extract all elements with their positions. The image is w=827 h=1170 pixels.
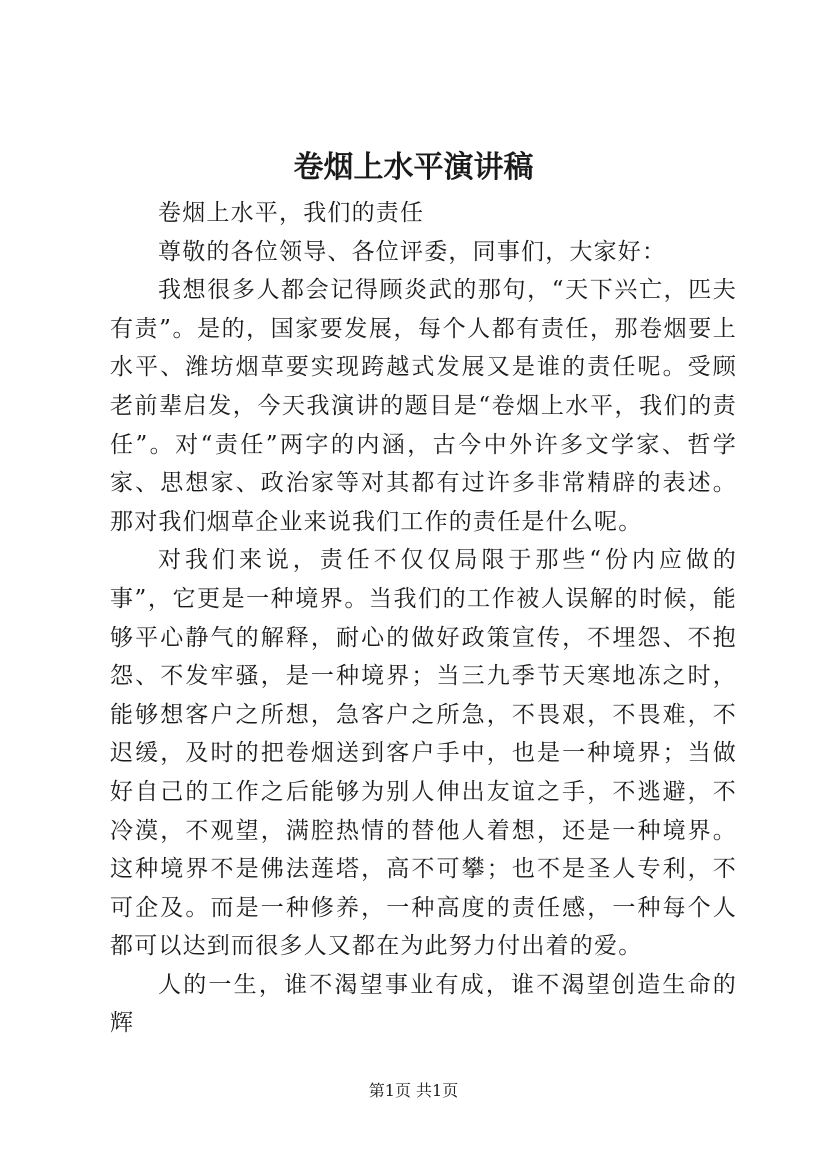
subtitle-paragraph: 卷烟上水平，我们的责任 <box>158 200 425 226</box>
body-paragraph: 我想很多人都会记得顾炎武的那句，“天下兴亡，匹夫有责”。是的，国家要发展，每个人都有责任，那卷烟要上水平、潍坊烟草要实现跨越式发展又是谁的责任呢。受顾老前辈启发，今天我演讲的题目是“卷烟上水平，我们的责任”。对“责任”两字的内涵，古今中外许多文学家、哲学家、思想家、政治家等对其都有过许多非常精辟的表述。那对我们烟草企业来说我们工作的责任是什么呢。 <box>110 277 737 535</box>
body-paragraph: 人的一生，谁不渴望事业有成，谁不渴望创造生命的辉 <box>110 971 737 1037</box>
greeting-paragraph: 尊敬的各位领导、各位评委，同事们，大家好： <box>158 238 667 265</box>
body-paragraph: 对我们来说，责任不仅仅局限于那些“份内应做的事”，它更是一种境界。当我们的工作被人误解的时候，能够平心静气的解释，耐心的做好政策宣传，不埋怨、不抱怨、不发牢骚，是一种境界；当三九季节天寒地冻之时，能够想客户之所想，急客户之所急，不畏艰，不畏难，不迟缓，及时的把卷烟送到客户手中，也是一种境界；当做好自己的工作之后能够为别人伸出友谊之手，不逃避，不冷漠，不观望，满腔热情的替他人着想，还是一种境界。这种境界不是佛法莲塔，高不可攀；也不是圣人专利，不可企及。而是一种修养，一种高度的责任感，一种每个人都可以达到而很多人又都在为此努力付出着的爱。 <box>110 547 737 960</box>
document-body <box>110 194 737 1043</box>
document-title: 卷烟上水平演讲稿 <box>293 150 534 185</box>
page-number-footer: 第1页 共1页 <box>368 1081 459 1100</box>
